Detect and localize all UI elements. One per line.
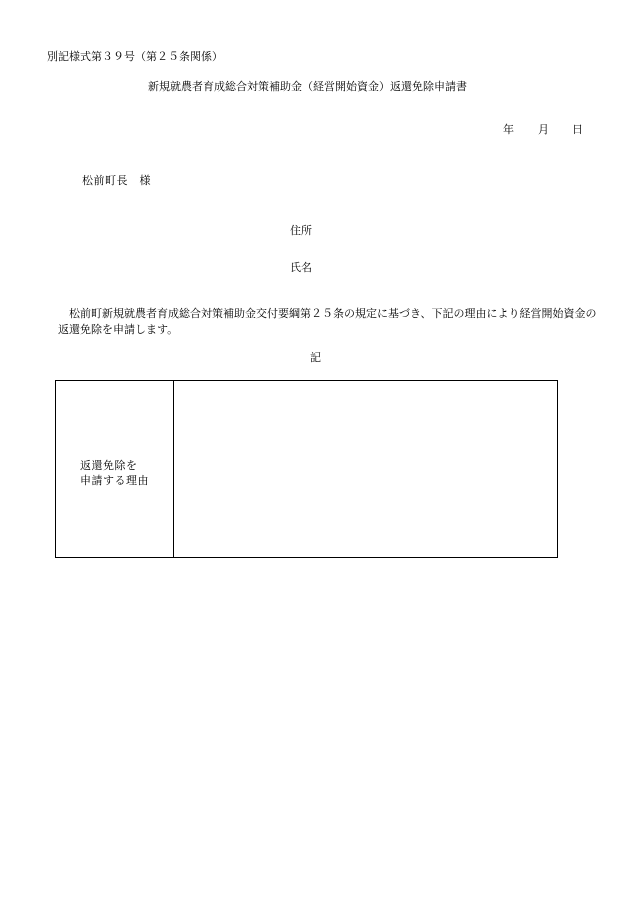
form-number: 別記様式第３９号（第２５条関係）: [47, 50, 223, 63]
reason-label-cell: [80, 458, 149, 488]
reason-table: [55, 380, 558, 558]
reason-content-cell[interactable]: [174, 381, 557, 557]
date-month-label: 月: [538, 123, 549, 136]
date-day-label: 日: [572, 123, 583, 136]
ki-heading: 記: [310, 351, 321, 364]
reason-label-line-2: 申請する理由: [80, 474, 149, 487]
date-year-label: 年: [503, 123, 514, 136]
applicant-name-label: 氏名: [290, 261, 312, 274]
applicant-address-label: 住所: [290, 224, 312, 237]
application-body-text: 松前町新規就農者育成総合対策補助金交付要綱第２５条の規定に基づき、下記の理由により経営開始資金の返還免除を申請します。: [58, 307, 597, 336]
document-title: 新規就農者育成総合対策補助金（経営開始資金）返還免除申請書: [148, 80, 467, 93]
reason-label-line-1: 返還免除を: [80, 459, 138, 472]
addressee: 松前町長 様: [82, 174, 151, 187]
